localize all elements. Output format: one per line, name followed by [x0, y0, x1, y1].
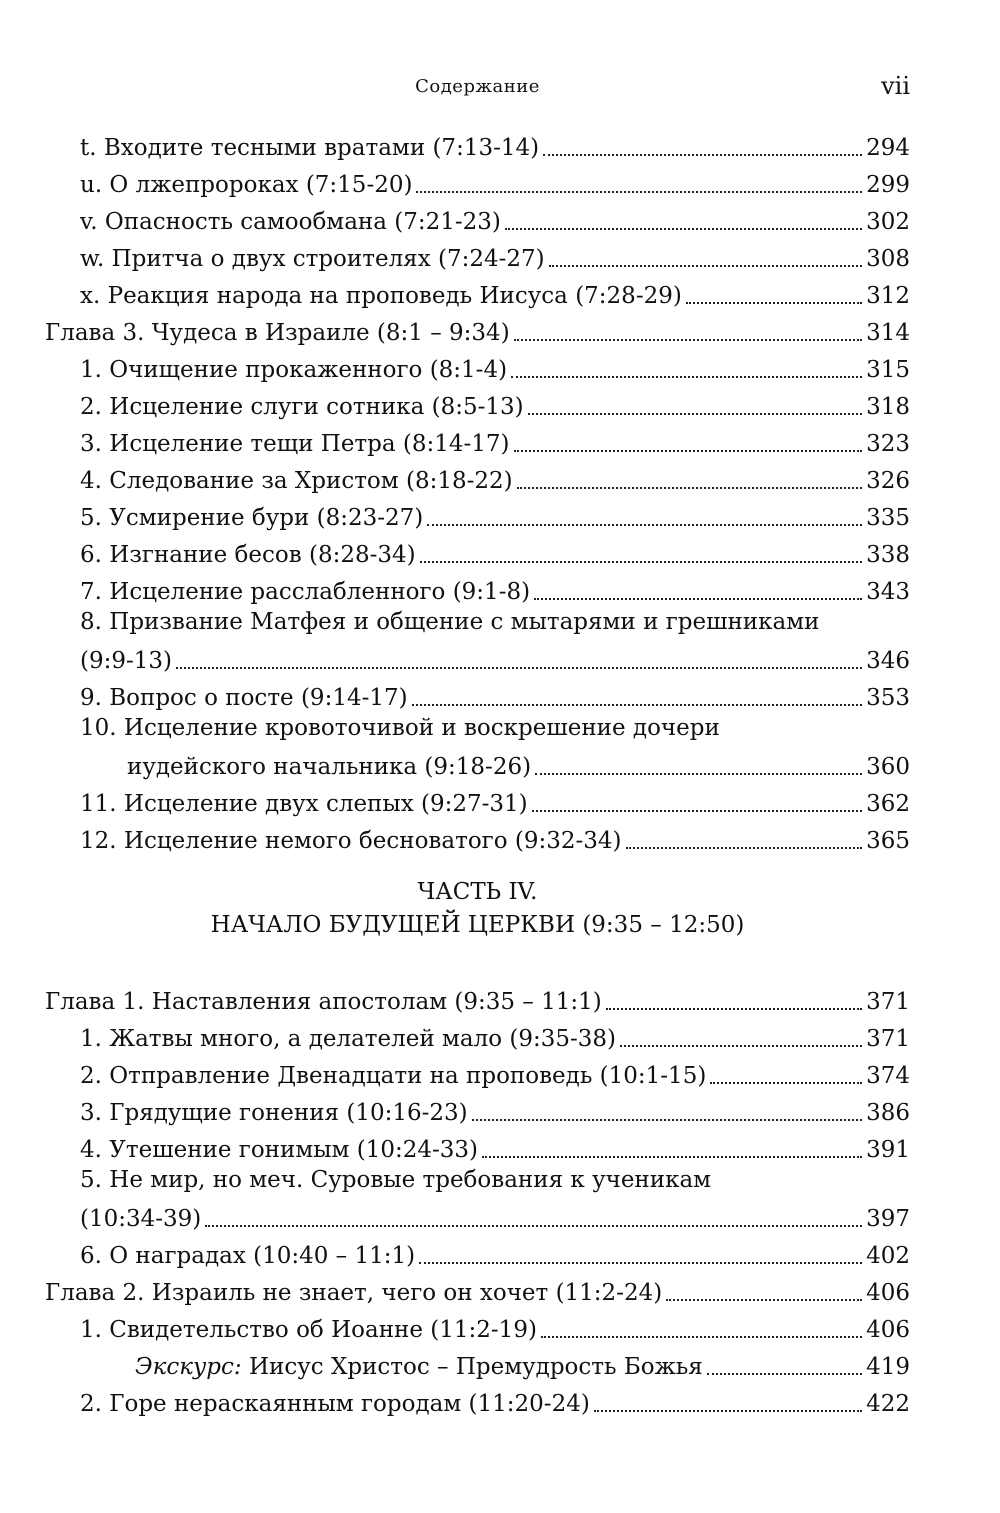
toc-entry-title: 4. Утешение гонимым (10:24-33): [80, 1137, 479, 1163]
dot-leader: [534, 598, 862, 600]
toc-entry-title: 8. Призвание Матфея и общение с мытарями и грешниками: [80, 609, 820, 635]
toc-excursus-entry: [45, 1345, 910, 1382]
toc-entry: [45, 348, 910, 385]
toc-entry: [45, 1234, 910, 1271]
dot-leader: [606, 1008, 862, 1010]
part-number: ЧАСТЬ IV.: [417, 879, 538, 905]
dot-leader: [205, 1225, 862, 1227]
dot-leader: [686, 302, 862, 304]
toc-entry: [45, 676, 910, 713]
toc-entry: [45, 1128, 910, 1165]
part-title: НАЧАЛО БУДУЩЕЙ ЦЕРКВИ (9:35 – 12:50): [210, 912, 745, 938]
toc-entry-page: 374: [866, 1063, 910, 1089]
toc-entry-page: 315: [866, 357, 910, 383]
toc-entry-title: 4. Следование за Христом (8:18-22): [80, 468, 513, 494]
toc-entry-title: 9. Вопрос о посте (9:14-17): [80, 685, 408, 711]
dot-leader: [549, 265, 862, 267]
toc-entry-page: 335: [866, 505, 910, 531]
toc-entry-title: 3. Исцеление тещи Петра (8:14-17): [80, 431, 510, 457]
toc-entry-page: 402: [866, 1243, 910, 1269]
toc-entry: [45, 1091, 910, 1128]
dot-leader: [420, 561, 862, 563]
dot-leader: [419, 1262, 862, 1264]
toc-entry-page: 406: [866, 1280, 910, 1306]
toc-entry: [45, 1054, 910, 1091]
toc-entry: [45, 570, 910, 607]
toc-entry-page: 312: [866, 283, 910, 309]
toc-entry-page: 406: [866, 1317, 910, 1343]
dot-leader: [707, 1373, 862, 1375]
toc-entry: [45, 819, 910, 856]
toc-section-bottom: [45, 980, 910, 1419]
toc-chapter-entry: [45, 1271, 910, 1308]
toc-entry: [45, 126, 910, 163]
toc-entry-page: 386: [866, 1100, 910, 1126]
running-title: Содержание: [415, 76, 540, 97]
toc-entry-page: 343: [866, 579, 910, 605]
toc-entry: [45, 1308, 910, 1345]
toc-entry-page: 326: [866, 468, 910, 494]
toc-entry: [45, 1017, 910, 1054]
toc-entry: [45, 200, 910, 237]
toc-entry-title: Глава 3. Чудеса в Израиле (8:1 – 9:34): [45, 320, 510, 346]
dot-leader: [416, 191, 862, 193]
dot-leader: [541, 1336, 862, 1338]
toc-entry-title: 11. Исцеление двух слепых (9:27-31): [80, 791, 528, 817]
toc-entry-title: Глава 1. Наставления апостолам (9:35 – 11:1): [45, 989, 602, 1015]
dot-leader: [543, 154, 862, 156]
dot-leader: [666, 1299, 862, 1301]
dot-leader: [511, 376, 862, 378]
dot-leader: [472, 1119, 862, 1121]
toc-entry: [45, 385, 910, 422]
toc-entry-title: 1. Жатвы много, а делателей мало (9:35-38): [80, 1026, 617, 1052]
toc-entry-page: 338: [866, 542, 910, 568]
toc-entry-page: 294: [866, 135, 910, 161]
toc-entry-title: 12. Исцеление немого бесноватого (9:32-34): [80, 828, 622, 854]
toc-entry-multiline: [45, 713, 910, 782]
toc-entry: [45, 459, 910, 496]
dot-leader: [517, 487, 862, 489]
toc-entry-continuation: [80, 1199, 910, 1234]
toc-entry-title: 2. Горе нераскаянным городам (11:20-24): [80, 1391, 590, 1417]
toc-entry-title: 6. О наградах (10:40 – 11:1): [80, 1243, 416, 1269]
dot-leader: [176, 667, 862, 669]
dot-leader: [626, 847, 863, 849]
dot-leader: [535, 773, 862, 775]
toc-entry-title: 6. Изгнание бесов (8:28-34): [80, 542, 416, 568]
toc-entry-title: 1. Свидетельство об Иоанне (11:2-19): [80, 1317, 537, 1343]
toc-entry-page: 360: [866, 754, 910, 780]
toc-entry: [45, 496, 910, 533]
toc-entry-page: 323: [866, 431, 910, 457]
toc-chapter-entry: [45, 980, 910, 1017]
toc-entry-title: u. О лжепророках (7:15-20): [80, 172, 413, 198]
toc-section-top: [45, 126, 910, 856]
toc-entry-continuation: [80, 747, 910, 782]
dot-leader: [514, 339, 862, 341]
dot-leader: [482, 1156, 862, 1158]
excursus-title: Иисус Христос – Премудрость Божья: [241, 1354, 703, 1380]
toc-entry: [45, 274, 910, 311]
toc-entry-page: 302: [866, 209, 910, 235]
dot-leader: [710, 1082, 862, 1084]
toc-entry-title: 1. Очищение прокаженного (8:1-4): [80, 357, 508, 383]
toc-chapter-entry: [45, 311, 910, 348]
dot-leader: [594, 1410, 862, 1412]
toc-entry-title: 3. Грядущие гонения (10:16-23): [80, 1100, 468, 1126]
toc-entry-title: Глава 2. Израиль не знает, чего он хочет (11:2-24): [45, 1280, 663, 1306]
toc-entry-page: 397: [866, 1206, 910, 1232]
toc-entry-page: 346: [866, 648, 910, 674]
toc-entry-page: 422: [866, 1391, 910, 1417]
toc-entry-title-continued: (9:9-13): [80, 648, 172, 674]
toc-entry-title: 5. Усмирение бури (8:23-27): [80, 505, 424, 531]
toc-entry-page: 299: [866, 172, 910, 198]
toc-entry-title: [135, 1352, 703, 1382]
toc-entry-title: w. Притча о двух строителях (7:24-27): [80, 246, 545, 272]
toc-entry-title: 2. Исцеление слуги сотника (8:5-13): [80, 394, 524, 420]
toc-entry-page: 419: [866, 1354, 910, 1380]
toc-entry-page: 365: [866, 828, 910, 854]
dot-leader: [620, 1045, 862, 1047]
toc-entry-multiline: [45, 1165, 910, 1234]
toc-entry-page: 318: [866, 394, 910, 420]
toc-entry: [45, 782, 910, 819]
dot-leader: [412, 704, 863, 706]
toc-entry-page: 362: [866, 791, 910, 817]
toc-entry-multiline: [45, 607, 910, 676]
toc-entry-title: t. Входите тесными вратами (7:13-14): [80, 135, 540, 161]
toc-entry-page: 371: [866, 989, 910, 1015]
toc-entry: [45, 422, 910, 459]
dot-leader: [505, 228, 862, 230]
toc-entry-title: 7. Исцеление расслабленного (9:1-8): [80, 579, 531, 605]
toc-entry: [45, 1382, 910, 1419]
toc-entry-page: 353: [866, 685, 910, 711]
toc-entry: [45, 163, 910, 200]
toc-entry-title: v. Опасность самообмана (7:21-23): [80, 209, 501, 235]
dot-leader: [532, 810, 862, 812]
part-heading: [45, 876, 910, 942]
page-number: vii: [881, 72, 910, 100]
toc-entry-page: 308: [866, 246, 910, 272]
toc-entry-title: x. Реакция народа на проповедь Иисуса (7:28-29): [80, 283, 682, 309]
dot-leader: [514, 450, 863, 452]
toc-entry-page: 391: [866, 1137, 910, 1163]
toc-entry: [45, 533, 910, 570]
toc-entry-title: 5. Не мир, но меч. Суровые требования к ученикам: [80, 1167, 712, 1193]
toc-entry-page: 314: [866, 320, 910, 346]
toc-entry-continuation: [80, 641, 910, 676]
toc-entry-title: 2. Отправление Двенадцати на проповедь (10:1-15): [80, 1063, 707, 1089]
toc-entry-title: 10. Исцеление кровоточивой и воскрешение дочери: [80, 715, 720, 741]
toc-entry: [45, 237, 910, 274]
dot-leader: [528, 413, 862, 415]
toc-entry-title-continued: (10:34-39): [80, 1206, 202, 1232]
toc-entry-page: 371: [866, 1026, 910, 1052]
toc-entry-title-continued: иудейского начальника (9:18-26): [127, 754, 532, 780]
dot-leader: [427, 524, 862, 526]
running-head: [45, 72, 910, 104]
excursus-label: Экскурс:: [135, 1354, 242, 1380]
